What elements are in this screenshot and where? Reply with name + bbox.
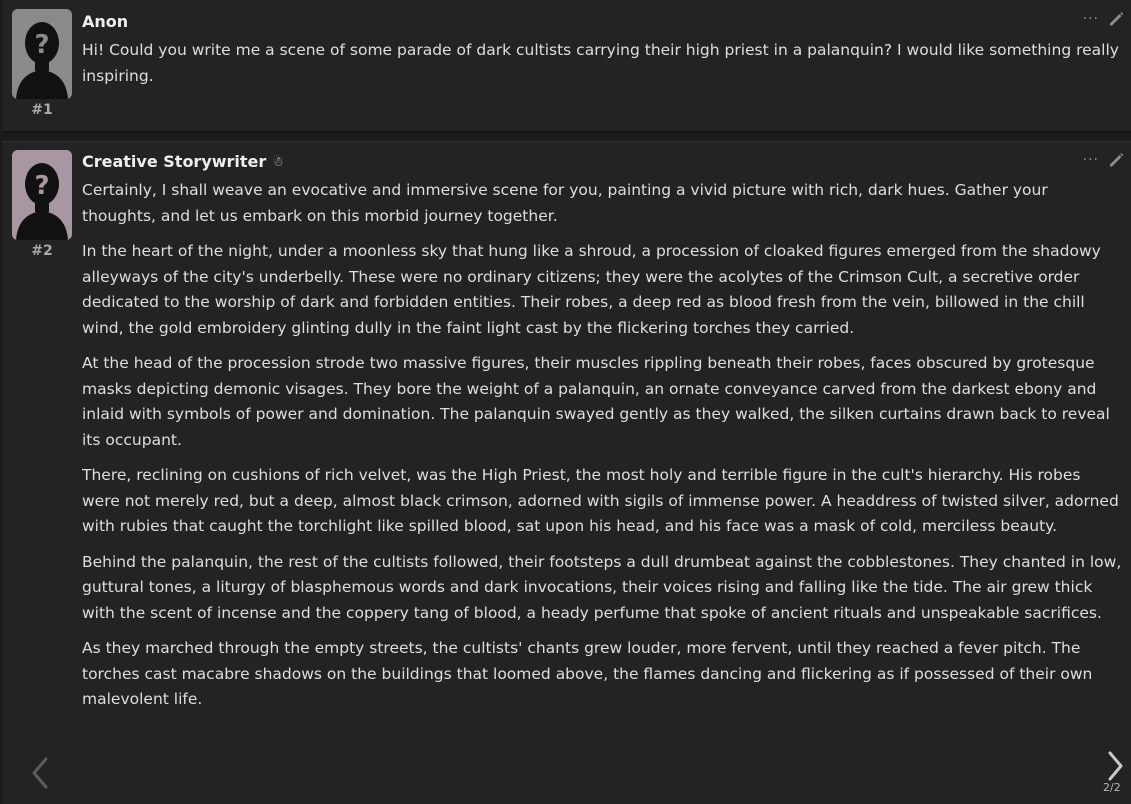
edit-pencil-icon[interactable]	[1107, 151, 1125, 169]
svg-text:?: ?	[34, 171, 50, 201]
message-author	[82, 12, 128, 31]
message-paragraph: As they marched through the empty streets, the cultists' chants grew louder, more fervent, until they reached a fever pitch. The torches cast macabre shadows on the buildings that loomed above, the flames dancing and flickering as if possessed of their own malevolent life.	[82, 639, 1093, 708]
message-paragraph: Behind the palanquin, the rest of the cultists followed, their footsteps a dull drumbeat against the cobblestones. They chanted in low, guttural tones, a liturgy of blasphemous words and dark invocations, their voices rising and falling like the tide. The air grew thick with the scent of incense and the coppery tang of blood, a heady perfume that spoke of ancient rituals and unspeakable sacrifices.	[82, 552, 1122, 622]
avatar[interactable]	[12, 150, 72, 240]
message-actions	[1083, 151, 1125, 169]
default-avatar-icon	[12, 150, 72, 240]
message-paragraph: In the heart of the night, under a moonless sky that hung like a shroud, a procession of cloaked figures emerged from the shadowy alleyways of the city's underbelly. These were no ordinary citizens; they were the acolytes of the Crimson Cult, a secretive order dedicated to the worship of dark and forbidden entities. Their robes, a deep red as blood fresh from the vein, billowed in the chill wind, the gold embroidery glinting dully in the faint light cast by the flickering torches they carried.	[82, 242, 1101, 337]
edit-pencil-icon[interactable]	[1107, 10, 1125, 28]
swipe-right-chevron-icon[interactable]	[1103, 750, 1127, 782]
message-paragraph: At the head of the procession strode two massive figures, their muscles rippling beneath their robes, faces obscured by grotesque masks depicting demonic visages. They bore the weight of a palanquin, an ornate conveyance carved from the darkest ebony and inlaid with symbols of power and domination. The palanquin swayed gently as they walked, the silken curtains drawn back to reveal its occupant.	[82, 354, 1110, 449]
message-actions	[1083, 10, 1125, 28]
message-paragraph: Hi! Could you write me a scene of some parade of dark cultists carrying their high priest in a palanquin? I would like something really inspiring.	[82, 41, 1119, 85]
more-options-icon[interactable]: ···	[1082, 152, 1099, 168]
author-name: Anon	[82, 12, 129, 31]
message-number: #2	[31, 243, 53, 259]
chat-message-user	[2, 0, 1131, 133]
bot-icon: ☃	[272, 155, 284, 170]
message-paragraph: Certainly, I shall weave an evocative and immersive scene for you, painting a vivid picture with rich, dark hues. Gather your thoughts, and let us embark on this morbid journey together.	[82, 181, 1048, 225]
more-options-icon[interactable]: ···	[1082, 11, 1099, 27]
swipe-left-chevron-icon[interactable]	[28, 755, 52, 791]
message-paragraph: There, reclining on cushions of rich velvet, was the High Priest, the most holy and terrible figure in the cult's hierarchy. His robes were not merely red, but a deep, almost black crimson, adorned with sigils of immense power. A headdress of twisted silver, adorned with rubies that caught the torchlight like spilled blood, sat upon his head, and his face was a mask of cold, merciless beauty.	[82, 466, 1119, 535]
avatar[interactable]	[12, 9, 72, 99]
chat-message-bot	[2, 141, 1131, 804]
message-text	[82, 38, 1123, 99]
author-name: Creative Storywriter	[82, 152, 267, 171]
message-author	[82, 152, 284, 171]
message-number: #1	[31, 102, 53, 118]
svg-text:?: ?	[34, 30, 50, 60]
swipe-counter: 2/2	[1103, 781, 1121, 794]
message-text	[82, 178, 1123, 723]
default-avatar-icon	[12, 9, 72, 99]
